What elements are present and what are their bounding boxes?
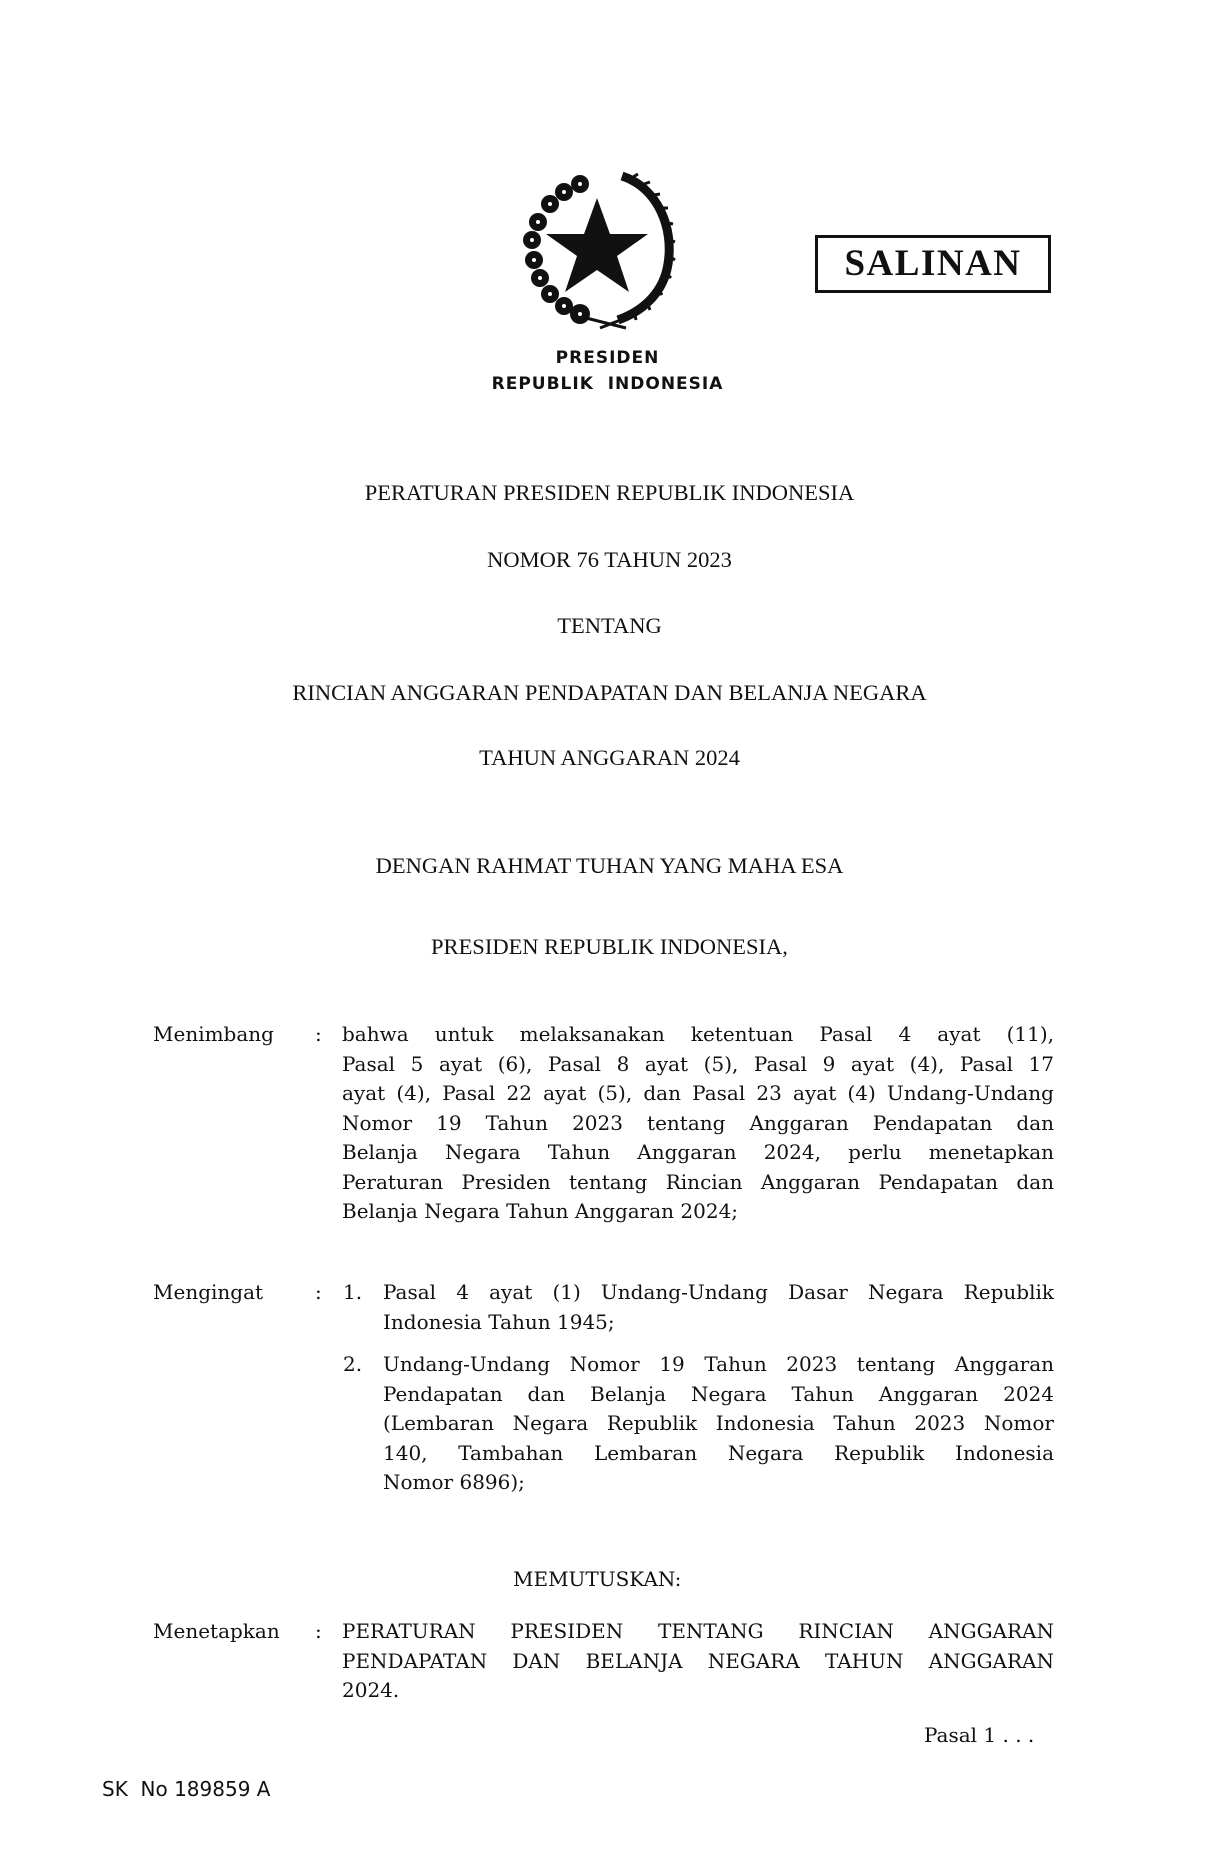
title-line-2: NOMOR 76 TAHUN 2023 [487, 547, 732, 572]
mengingat-item-number: 2. [343, 1352, 363, 1376]
menetapkan-line: 2024. [342, 1678, 400, 1702]
mengingat-item-1 [383, 1278, 1054, 1337]
menimbang-line: ayat (4), Pasal 22 ayat (5), dan Pasal 23 ayat (4) Undang-Undang [342, 1081, 1054, 1105]
salinan-label: SALINAN [844, 243, 1022, 284]
menimbang-text [342, 1020, 1054, 1227]
mengingat-line: Pendapatan dan Belanja Negara Tahun Anggaran 2024 [383, 1381, 1054, 1406]
menimbang-line: Belanja Negara Tahun Anggaran 2024, perlu menetapkan [342, 1140, 1054, 1164]
title-line-1: PERATURAN PRESIDEN REPUBLIK INDONESIA [364, 480, 855, 505]
title-line-3: TENTANG [557, 613, 662, 638]
menimbang-label: Menimbang [153, 1022, 274, 1046]
menimbang-line: bahwa untuk melaksanakan ketentuan Pasal 4 ayat (11), [342, 1022, 1054, 1046]
mengingat-line: Undang-Undang Nomor 19 Tahun 2023 tentang Anggaran [383, 1352, 1054, 1376]
menimbang-colon: : [315, 1022, 322, 1046]
menetapkan-line: PENDAPATAN DAN BELANJA NEGARA TAHUN ANGGARAN [342, 1648, 1054, 1673]
issuer-line-2: REPUBLIK INDONESIA [491, 374, 724, 394]
menimbang-line: Pasal 5 ayat (6), Pasal 8 ayat (5), Pasal 9 ayat (4), Pasal 17 [342, 1051, 1054, 1076]
menimbang-line: Peraturan Presiden tentang Rincian Anggaran Pendapatan dan [342, 1169, 1054, 1194]
mengingat-colon: : [315, 1280, 322, 1304]
menimbang-line: Nomor 19 Tahun 2023 tentang Anggaran Pendapatan dan [342, 1110, 1054, 1135]
title-line-4: RINCIAN ANGGARAN PENDAPATAN DAN BELANJA NEGARA [292, 680, 927, 705]
menimbang-line: Belanja Negara Tahun Anggaran 2024; [342, 1199, 739, 1223]
mengingat-line: 140, Tambahan Lembaran Negara Republik Indonesia [383, 1440, 1054, 1465]
memutuskan-heading: MEMUTUSKAN: [513, 1567, 682, 1591]
authority: PRESIDEN REPUBLIK INDONESIA, [431, 934, 788, 959]
mengingat-item-number: 1. [343, 1280, 363, 1304]
mengingat-line: Nomor 6896); [383, 1470, 525, 1494]
title-line-5: TAHUN ANGGARAN 2024 [479, 745, 740, 770]
mengingat-label: Mengingat [153, 1280, 264, 1304]
mengingat-line: Pasal 4 ayat (1) Undang-Undang Dasar Negara Republik [383, 1280, 1054, 1304]
invocation: DENGAN RAHMAT TUHAN YANG MAHA ESA [375, 853, 844, 878]
continuation-marker: Pasal 1 . . . [924, 1723, 1035, 1747]
issuer-line-1: PRESIDEN [555, 348, 660, 368]
menetapkan-colon: : [315, 1619, 322, 1643]
menetapkan-line: PERATURAN PRESIDEN TENTANG RINCIAN ANGGARAN [342, 1619, 1054, 1643]
mengingat-line: (Lembaran Negara Republik Indonesia Tahun 2023 Nomor [383, 1411, 1054, 1435]
salinan-stamp [815, 235, 1051, 293]
presidential-emblem-icon [518, 168, 676, 330]
menetapkan-text [342, 1617, 1054, 1706]
sk-number: SK No 189859 A [102, 1777, 271, 1801]
menetapkan-label: Menetapkan [153, 1619, 280, 1643]
mengingat-item-2 [383, 1350, 1054, 1498]
mengingat-line: Indonesia Tahun 1945; [383, 1309, 615, 1334]
